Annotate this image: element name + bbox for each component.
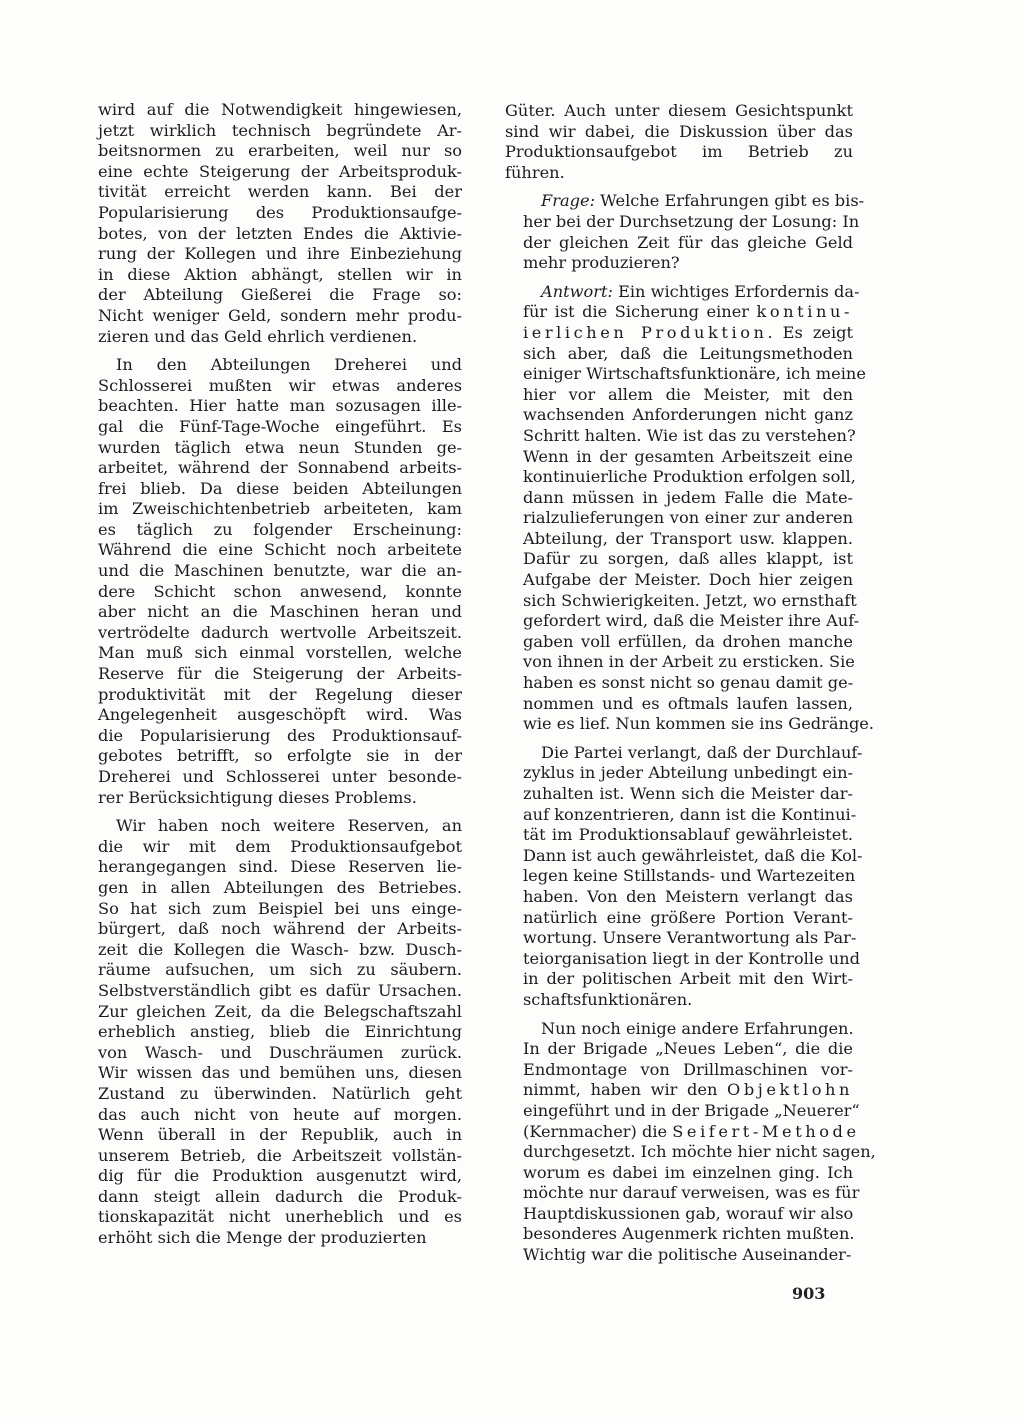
text-line: kontinuierliche Produktion erfolgen soll, — [523, 467, 856, 487]
text-line: . Es zeigt — [767, 322, 853, 342]
text-line: gen in allen Abteilungen des Betriebes. — [98, 877, 462, 897]
text-line: unserem Betrieb, die Arbeitszeit vollstän- — [98, 1145, 462, 1165]
text-line: Dreherei und Schlosserei unter besonde- — [98, 767, 462, 786]
text-line: dere Schicht schon anwesend, konnte — [98, 581, 462, 601]
right-column — [505, 101, 876, 1266]
text-line: Zustand zu überwinden. Natürlich geht — [98, 1083, 462, 1103]
text-line: auf konzentrieren, dann ist die Kontinui- — [523, 804, 857, 824]
text-line: erhöht sich die Menge der produzierten — [98, 1228, 427, 1248]
text-line: her bei der Durchsetzung der Losung: In — [523, 211, 860, 231]
text-line: beitsnormen zu erarbeiten, weil nur so — [98, 141, 462, 161]
text-line: rung der Kollegen und ihre Einbeziehung — [98, 244, 462, 264]
text-line: hier vor allem die Meister, mit den — [523, 384, 853, 404]
paragraph-erfahrungen — [505, 1018, 876, 1266]
text-line: Dafür zu sorgen, daß alles klappt, ist — [523, 549, 853, 569]
text-line: Endmontage von Drillmaschinen vor- — [523, 1059, 853, 1079]
text-line: der Abteilung Gießerei die Frage so: — [98, 285, 462, 305]
paragraph-partei — [505, 742, 863, 1011]
text-line: teiorganisation liegt in der Kontrolle und — [523, 948, 860, 968]
text-line: Schlosserei mußten wir etwas anderes — [98, 375, 462, 395]
text-line: von Wasch- und Duschräumen zurück. — [98, 1042, 462, 1062]
text-line: Selbstverständlich gibt es dafür Ursachen. — [98, 980, 462, 1000]
text-line: So hat sich zum Beispiel bei uns einge- — [98, 898, 462, 918]
text-line: vertrödelte dadurch wertvolle Arbeitszeit. — [98, 622, 462, 642]
text-line: Abteilung, der Transport usw. klappen. — [523, 528, 853, 548]
text-line: beachten. Hier hatte man sozusagen ille- — [98, 396, 462, 416]
text-line: rer Berücksichtigung dieses Problems. — [98, 787, 417, 807]
text-line: Produktionsaufgebot im Betrieb zu — [505, 142, 853, 162]
answer-label: Antwort: — [541, 281, 613, 301]
text-line: in diese Aktion abhängt, stellen wir in — [98, 264, 462, 284]
text-line: eingeführt und in der Brigade „Neuerer“ — [523, 1100, 860, 1120]
text-line: wachsenden Anforderungen nicht ganz — [523, 405, 853, 425]
text-line: sich Schwierigkeiten. Jetzt, wo ernsthaft — [523, 590, 857, 610]
text-line: tät im Produktionsablauf gewährleistet. — [523, 825, 853, 845]
text-line: für ist die Sicherung einer — [523, 302, 757, 322]
text-line: haben es sonst nicht so genau damit ge- — [523, 673, 854, 693]
text-line: aber nicht an die Maschinen heran und — [98, 602, 462, 622]
text-line: Dann ist auch gewährleistet, daß die Kol- — [523, 845, 863, 865]
text-line: Nicht weniger Geld, sondern mehr produ- — [98, 305, 462, 325]
text-line: im Zweischichtenbetrieb arbeiteten, kam — [98, 499, 462, 519]
text-line: Ein wichtiges Erfordernis da- — [612, 281, 860, 301]
text-line: eine echte Steigerung der Arbeitsproduk- — [98, 161, 462, 181]
text-line: mehr produzieren? — [523, 253, 680, 273]
text-line: dann müssen in jedem Falle die Mate- — [523, 487, 853, 507]
page-number: 903 — [792, 1284, 826, 1303]
text-line: Wichtig war die politische Auseinander- — [523, 1245, 852, 1265]
text-line: Güter. Auch unter diesem Gesichtspunkt — [505, 101, 853, 120]
text-line: haben. Von den Meistern verlangt das — [523, 886, 853, 906]
text-line: von ihnen in der Arbeit zu ersticken. Sie — [523, 652, 855, 672]
paragraph — [98, 100, 462, 347]
text-line: herangegangen sind. Diese Reserven lie- — [98, 857, 462, 877]
paragraph-antwort — [505, 281, 875, 735]
text-line: gebotes betrifft, so erfolgte sie in der — [98, 746, 462, 766]
spaced-term-produktion: ierlichen Produktion — [523, 322, 768, 342]
text-line: schaftsfunktionären. — [523, 989, 693, 1009]
text-line: führen. — [505, 162, 565, 182]
text-line: Schritt halten. Wie ist das zu verstehen? — [523, 425, 856, 445]
text-line: wortung. Unsere Verantwortung als Par- — [523, 928, 857, 948]
text-line: gefordert wird, daß die Meister ihre Auf- — [523, 611, 860, 631]
text-line: worum es dabei im einzelnen ging. Ich — [523, 1162, 853, 1182]
text-line: räume aufsuchen, um sich zu säubern. — [98, 960, 462, 980]
text-line: gaben voll erfüllen, da drohen manche — [523, 631, 853, 651]
text-line: gal die Fünf-Tage-Woche eingeführt. Es — [98, 416, 462, 436]
text-line: Nun noch einige andere Erfahrungen. — [541, 1018, 854, 1038]
paragraph — [98, 816, 462, 1248]
text-line: Aufgabe der Meister. Doch hier zeigen — [523, 570, 853, 590]
text-line: die Popularisierung des Produktionsauf- — [98, 725, 462, 745]
text-line: dann steigt allein dadurch die Produk- — [98, 1186, 462, 1206]
text-line: (Kernmacher) die — [523, 1121, 673, 1141]
text-line: In der Brigade „Neues Leben“, die die — [523, 1039, 853, 1059]
text-line — [505, 191, 865, 212]
spaced-term-kontinuierlichen: kontinu- — [756, 302, 853, 322]
text-line: wurden täglich etwa neun Stunden ge- — [98, 437, 462, 457]
text-line: wie es lief. Nun kommen sie ins Gedränge. — [523, 714, 875, 734]
text-line: arbeitet, während der Sonnabend arbeits- — [98, 458, 462, 478]
text-line: in der politischen Arbeit mit den Wirt- — [523, 969, 853, 989]
text-line: durchgesetzt. Ich möchte hier nicht sagen, — [523, 1142, 876, 1162]
text-line: besonderes Augenmerk richten mußten. — [523, 1224, 855, 1244]
text-line: Man muß sich einmal vorstellen, welche — [98, 643, 462, 663]
text-line: und die Maschinen benutzte, war die an- — [98, 561, 462, 581]
text-line: der gleichen Zeit für das gleiche Geld — [523, 232, 853, 252]
text-line: wird auf die Notwendigkeit hingewiesen, — [98, 100, 462, 119]
text-line: zieren und das Geld ehrlich verdienen. — [98, 326, 418, 346]
text-line: rialzulieferungen von einer zur anderen — [523, 508, 853, 528]
text-line: In den Abteilungen Dreherei und — [116, 355, 462, 375]
text-line: einiger Wirtschaftsfunktionäre, ich meine — [523, 364, 866, 384]
text-line: bürgert, daß noch während der Arbeits- — [98, 919, 462, 939]
text-line: Zur gleichen Zeit, da die Belegschaftszahl — [98, 1001, 462, 1021]
text-line: möchte nur darauf verweisen, was es für — [523, 1183, 860, 1203]
question-label: Frage: — [541, 191, 596, 211]
paragraph — [98, 355, 462, 808]
text-line: erheblich anstieg, blieb die Einrichtung — [98, 1022, 462, 1042]
text-line: Reserve für die Steigerung der Arbeits- — [98, 664, 462, 684]
text-line: botes, von der letzten Endes die Aktivie- — [98, 223, 462, 243]
text-line: Wir wissen das und bemühen uns, diesen — [98, 1063, 462, 1083]
text-line: natürlich eine größere Portion Verant- — [523, 907, 853, 927]
text-line: nimmt, haben wir den — [523, 1080, 728, 1100]
text-line: das auch nicht von heute auf morgen. — [98, 1104, 462, 1124]
text-line: Angelegenheit ausgeschöpft wird. Was — [98, 705, 462, 725]
text-line: legen keine Stillstands- und Wartezeiten — [523, 866, 856, 886]
text-line: Während die eine Schicht noch arbeitete — [98, 540, 462, 560]
text-line: dig für die Produktion ausgenutzt wird, — [98, 1166, 462, 1186]
text-line: produktivität mit der Regelung dieser — [98, 684, 462, 704]
text-line: sind wir dabei, die Diskussion über das — [505, 121, 853, 141]
spaced-term-objektlohn: Objektlohn — [727, 1080, 853, 1100]
text-line: Wir haben noch weitere Reserven, an — [116, 816, 462, 836]
text-line: jetzt wirklich technisch begründete Ar- — [98, 120, 462, 140]
text-line: zuhalten ist. Wenn sich die Meister dar- — [523, 784, 853, 803]
text-line: Wenn in der gesamten Arbeitszeit eine — [523, 446, 853, 466]
text-line: Die Partei verlangt, daß der Durchlauf- — [541, 742, 863, 762]
text-line: nommen und es oftmals laufen lassen, — [523, 693, 853, 713]
text-line: Wenn überall in der Republik, auch in — [98, 1125, 462, 1145]
text-line: zeit die Kollegen die Wasch- bzw. Dusch- — [98, 939, 462, 959]
text-line: frei blieb. Da diese beiden Abteilungen — [98, 478, 462, 498]
text-line: tionskapazität nicht unerheblich und es — [98, 1207, 462, 1227]
paragraph-frage — [505, 191, 865, 273]
text-line: es täglich zu folgender Erscheinung: — [98, 519, 462, 539]
text-line: sich aber, daß die Leitungsmethoden — [523, 343, 853, 363]
text-line: Hauptdiskussionen gab, worauf wir also — [523, 1203, 854, 1223]
left-column — [98, 100, 462, 1257]
text-line: Popularisierung des Produktionsaufge- — [98, 202, 462, 222]
text-line: Welche Erfahrungen gibt es bis- — [595, 191, 865, 211]
paragraph-gueter — [505, 101, 853, 183]
text-line: zyklus in jeder Abteilung unbedingt ein- — [523, 763, 853, 783]
text-line: die wir mit dem Produktionsaufgebot — [98, 836, 462, 856]
spaced-term-seifert-methode: Seifert-Methode — [672, 1121, 860, 1141]
text-line: tivität erreicht werden kann. Bei der — [98, 182, 462, 202]
